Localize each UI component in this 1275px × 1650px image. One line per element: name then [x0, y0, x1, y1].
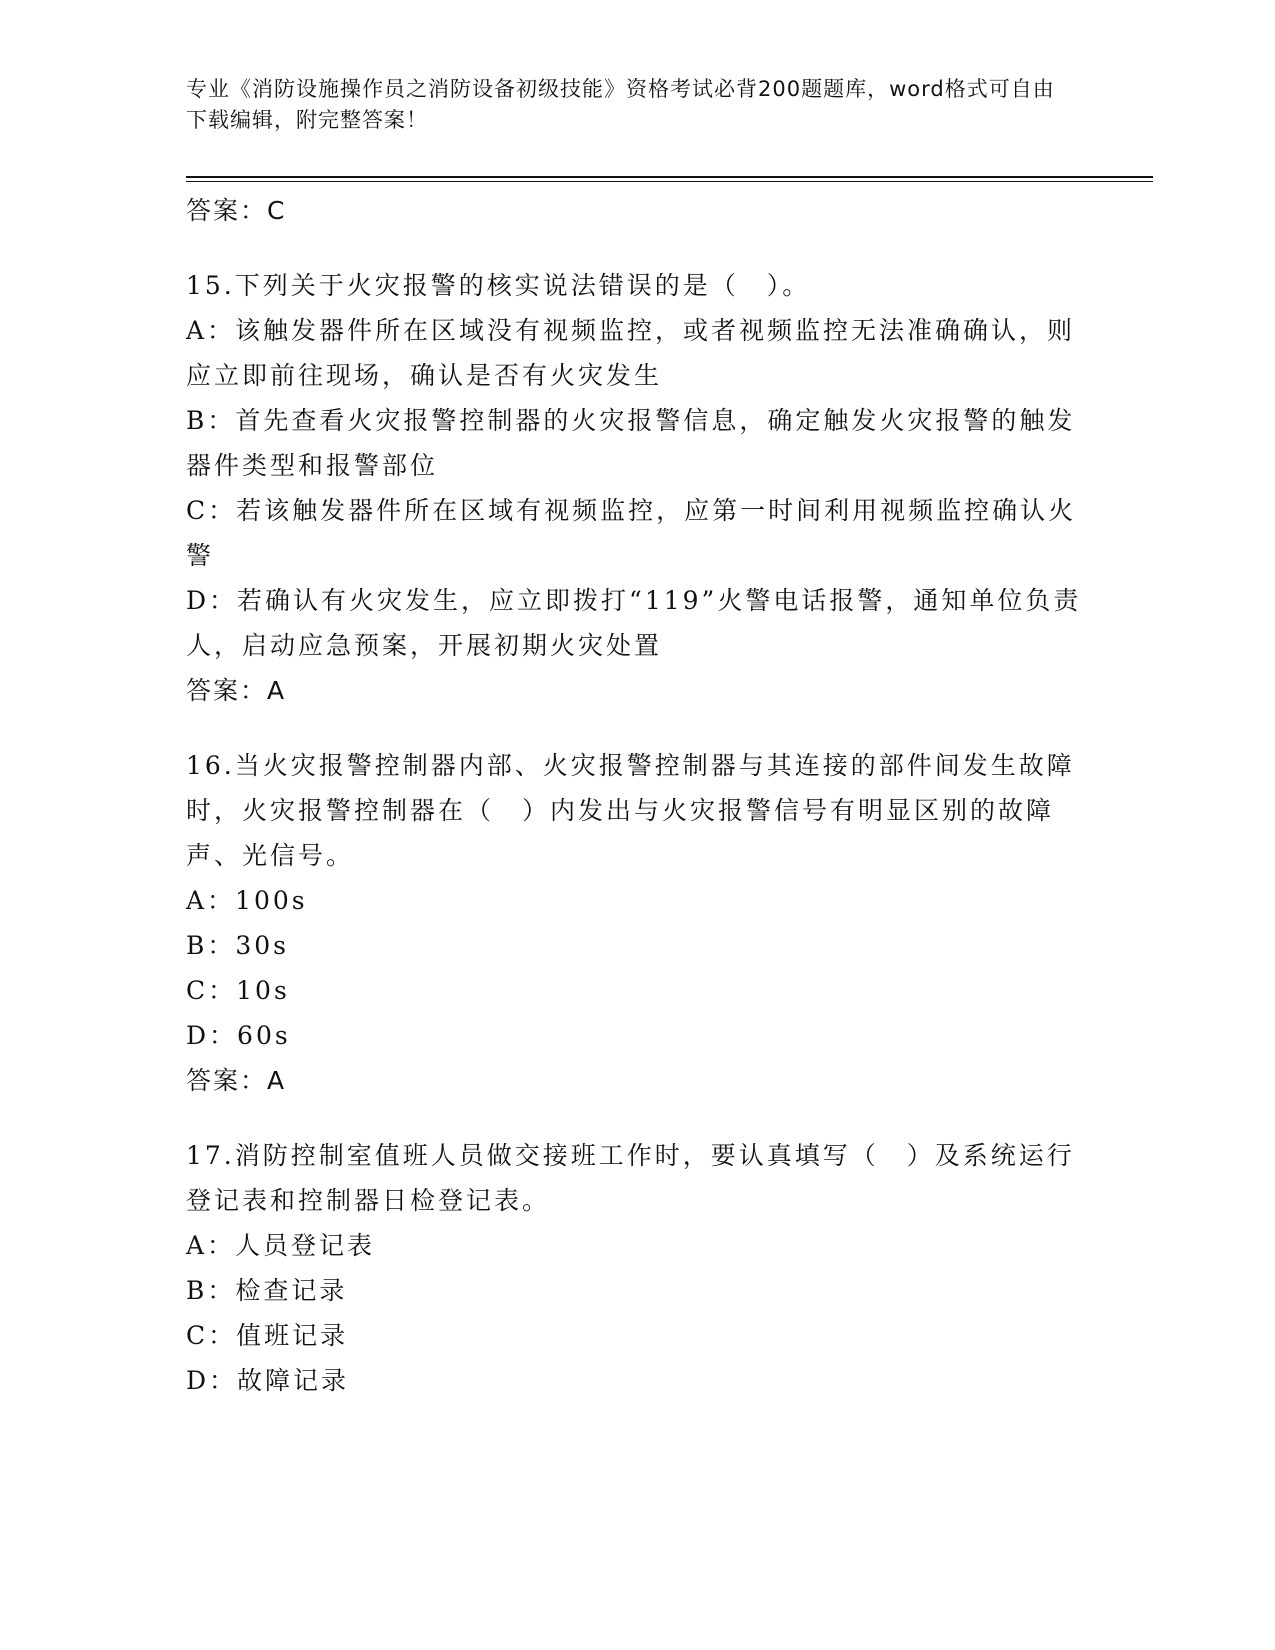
- question-stem: 16.当火灾报警控制器内部、火灾报警控制器与其连接的部件间发生故障时，火灾报警控制器在（ ）内发出与火灾报警信号有明显区别的故障声、光信号。: [186, 751, 1075, 870]
- document-header: 专业《消防设施操作员之消防设备初级技能》资格考试必背200题题库，word格式可自由下载编辑，附完整答案！: [186, 77, 1055, 132]
- option-d: D：故障记录: [186, 1366, 350, 1395]
- option-b: B：30s: [186, 931, 290, 960]
- option-d: D：60s: [186, 1021, 291, 1050]
- option-a: A：该触发器件所在区域没有视频监控，或者视频监控无法准确确认，则应立即前往现场，确认是否有火灾发生: [186, 316, 1076, 390]
- previous-answer: 答案：C: [186, 196, 287, 225]
- header-divider-thin: [186, 181, 1153, 182]
- answer-line: 答案：A: [186, 676, 287, 705]
- question-16: [186, 743, 1086, 1103]
- option-b: B：检查记录: [186, 1276, 348, 1305]
- option-a: A：100s: [186, 886, 308, 915]
- option-c: C：值班记录: [186, 1321, 349, 1350]
- option-b: B：首先查看火灾报警控制器的火灾报警信息，确定触发火灾报警的触发器件类型和报警部位: [186, 406, 1076, 480]
- option-c: C：10s: [186, 976, 290, 1005]
- question-15: [186, 263, 1086, 713]
- answer-line: 答案：A: [186, 1066, 287, 1095]
- header-divider-thick: [186, 176, 1153, 178]
- option-c: C：若该触发器件所在区域有视频监控，应第一时间利用视频监控确认火警: [186, 496, 1077, 570]
- question-stem: 15.下列关于火灾报警的核实说法错误的是（ ）。: [186, 271, 811, 300]
- question-content: [186, 188, 1086, 1403]
- option-a: A：人员登记表: [186, 1231, 376, 1260]
- question-17: [186, 1133, 1086, 1403]
- question-stem: 17.消防控制室值班人员做交接班工作时，要认真填写（ ）及系统运行登记表和控制器日检登记表。: [186, 1141, 1075, 1215]
- option-d: D：若确认有火灾发生，应立即拨打“119”火警电话报警，通知单位负责人，启动应急预案，开展初期火灾处置: [186, 586, 1082, 660]
